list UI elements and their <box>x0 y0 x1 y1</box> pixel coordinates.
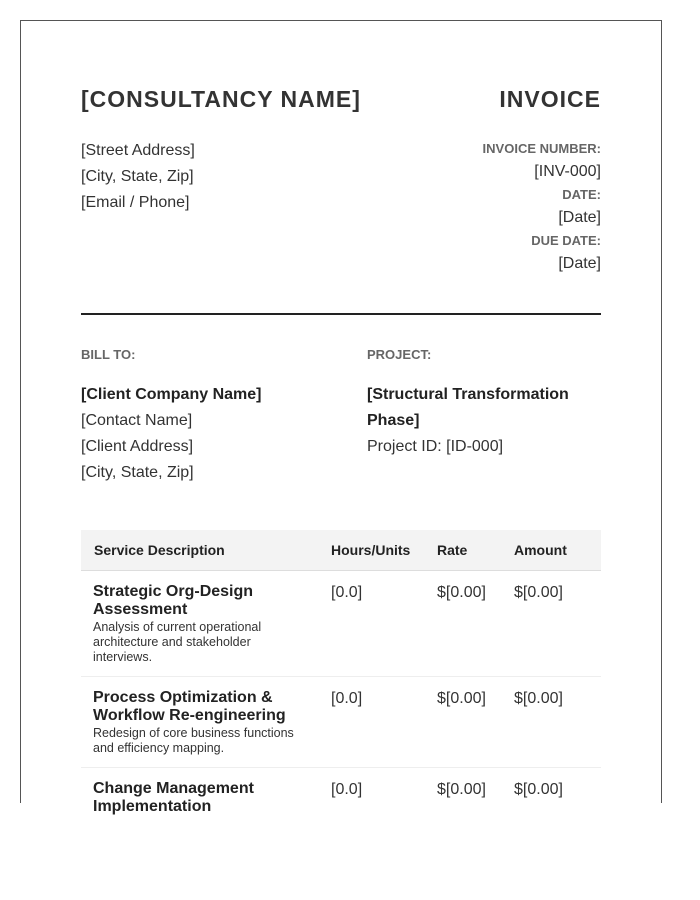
client-contact-name: [Contact Name] <box>81 412 193 429</box>
service-amount: $[0.00] <box>514 584 563 601</box>
client-address: [Client Address] <box>81 438 194 455</box>
service-description <box>93 780 303 816</box>
service-amount: $[0.00] <box>514 690 563 707</box>
service-hours: [0.0] <box>331 781 363 798</box>
document-title: INVOICE <box>499 86 601 112</box>
header-divider <box>81 313 601 315</box>
date-label: DATE: <box>562 187 601 202</box>
bill-to-label: BILL TO: <box>81 347 136 362</box>
project-title-line2: Phase] <box>367 412 420 429</box>
service-title: Strategic Org-Design Assessment <box>93 583 254 618</box>
header-rate: Rate <box>437 542 468 558</box>
company-name: [CONSULTANCY NAME] <box>81 86 361 112</box>
due-date-value: [Date] <box>558 255 601 272</box>
client-city: [City, State, Zip] <box>81 464 194 481</box>
service-note: Redesign of core business functions and efficiency mapping. <box>93 726 294 755</box>
header-amount: Amount <box>514 542 567 558</box>
header-service-description: Service Description <box>94 542 225 558</box>
service-description <box>93 689 303 756</box>
bill-to-block <box>81 382 341 486</box>
service-note: Analysis of current operational architecture and stakeholder interviews. <box>93 620 262 664</box>
project-id: Project ID: [ID-000] <box>367 438 504 455</box>
project-block <box>367 382 601 460</box>
project-label: PROJECT: <box>367 347 432 362</box>
client-company-name: [Client Company Name] <box>81 386 262 403</box>
service-hours: [0.0] <box>331 690 363 707</box>
service-rate: $[0.00] <box>437 584 486 601</box>
table-row <box>81 768 601 848</box>
project-title-line1: [Structural Transformation <box>367 386 569 403</box>
service-rate: $[0.00] <box>437 690 486 707</box>
header-hours-units: Hours/Units <box>331 542 411 558</box>
invoice-number-label: INVOICE NUMBER: <box>482 141 601 156</box>
address-city: [City, State, Zip] <box>81 168 194 185</box>
service-rate: $[0.00] <box>437 781 486 798</box>
service-description <box>93 583 303 665</box>
service-title: Process Optimization & Workflow Re-engineering <box>93 689 286 724</box>
date-value: [Date] <box>558 209 601 226</box>
service-hours: [0.0] <box>331 584 363 601</box>
service-title: Change Management Implementation <box>93 780 254 815</box>
table-row <box>81 571 601 677</box>
company-address <box>81 138 195 216</box>
services-table <box>81 530 601 848</box>
table-header <box>81 530 601 571</box>
invoice-number-value: [INV-000] <box>534 163 601 180</box>
due-date-label: DUE DATE: <box>531 233 601 248</box>
address-contact: [Email / Phone] <box>81 194 190 211</box>
service-amount: $[0.00] <box>514 781 563 798</box>
table-row <box>81 677 601 768</box>
invoice-sheet <box>20 20 662 815</box>
address-street: [Street Address] <box>81 142 195 159</box>
invoice-meta <box>483 139 601 277</box>
